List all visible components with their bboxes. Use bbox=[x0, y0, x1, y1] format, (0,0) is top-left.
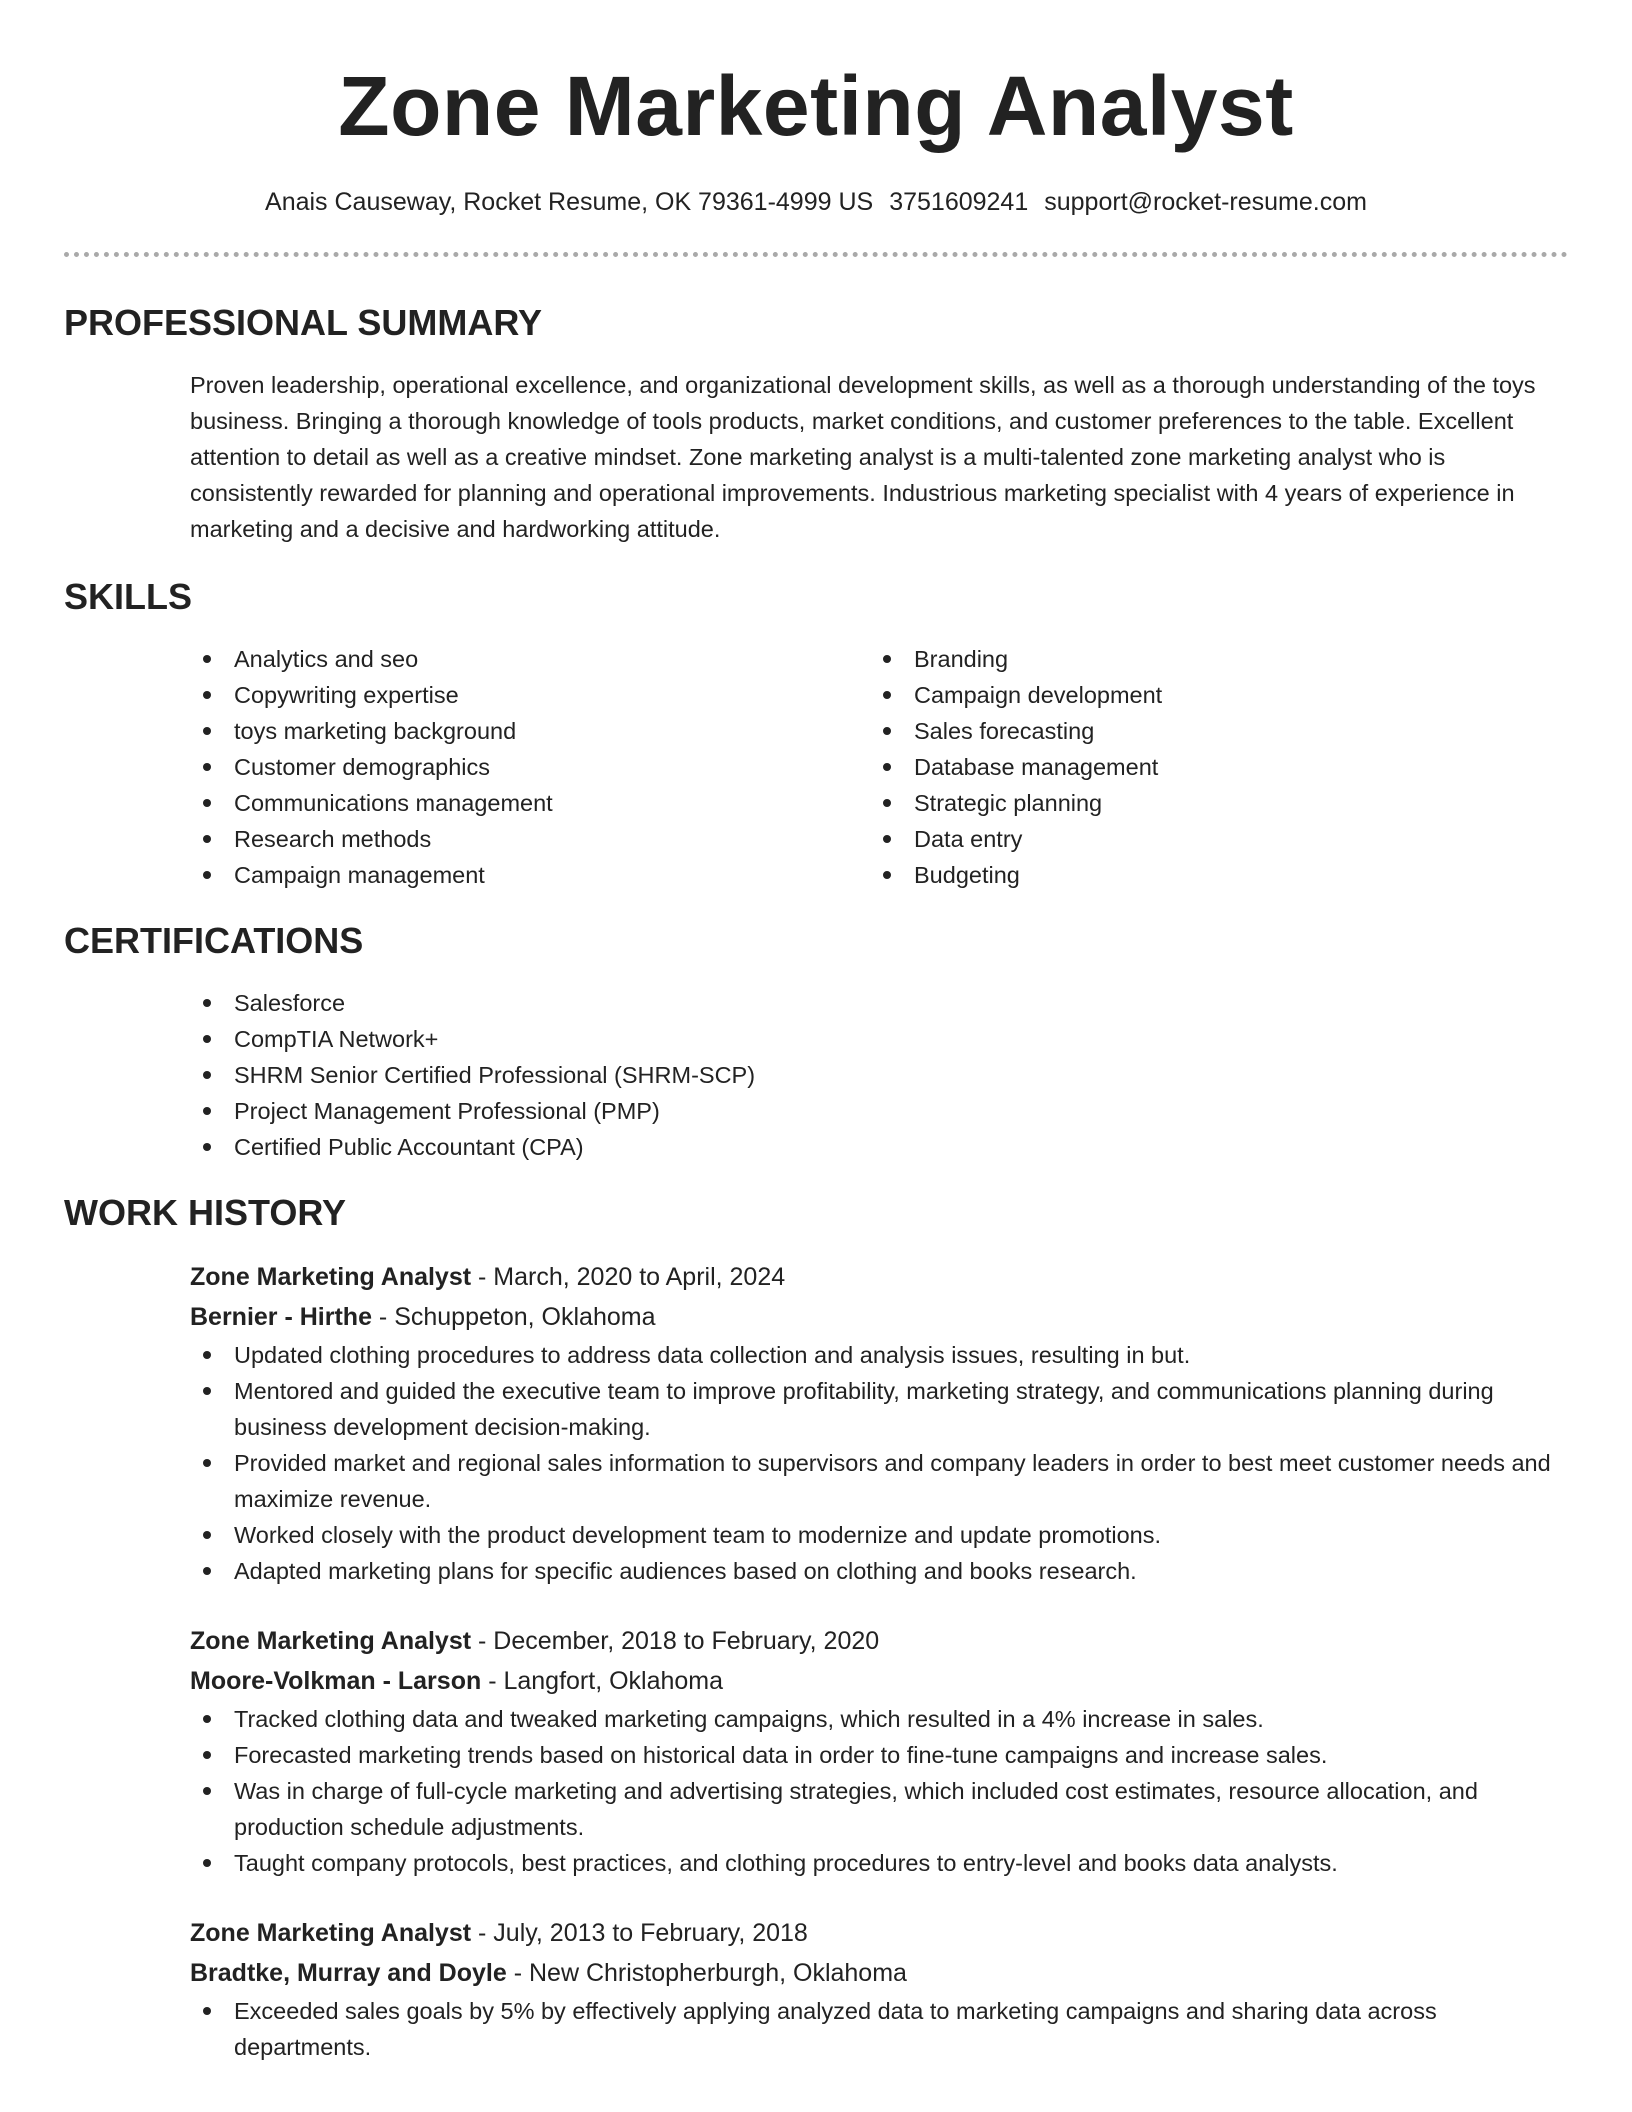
resume-page bbox=[64, 0, 1568, 2065]
job-bullets bbox=[190, 1993, 1568, 2065]
section-heading-skills: SKILLS bbox=[64, 576, 193, 617]
job-location: - Langfort, Oklahoma bbox=[481, 1667, 724, 1695]
job-bullets bbox=[190, 1337, 1568, 1589]
skill-item: Communications management bbox=[190, 785, 870, 821]
job-bullet: Was in charge of full-cycle marketing and advertising strategies, which included cost estimates, resource allocation, and production schedule adjustments. bbox=[190, 1773, 1568, 1845]
section-heading-summary: PROFESSIONAL SUMMARY bbox=[64, 302, 543, 343]
job-company: Moore-Volkman - Larson bbox=[190, 1667, 482, 1695]
job-bullet: Provided market and regional sales information to supervisors and company leaders in order to best meet customer needs and maximize revenue. bbox=[190, 1445, 1568, 1517]
job-location: - New Christopherburgh, Oklahoma bbox=[506, 1959, 907, 1987]
certification-item: SHRM Senior Certified Professional (SHRM-SCP) bbox=[190, 1057, 1568, 1093]
contact-email: support@rocket-resume.com bbox=[1044, 188, 1367, 216]
job-bullet: Mentored and guided the executive team to improve profitability, marketing strategy, and communications planning during business development decision-making. bbox=[190, 1373, 1568, 1445]
skills-section bbox=[64, 575, 1568, 893]
job-bullet: Worked closely with the product development team to modernize and update promotions. bbox=[190, 1517, 1568, 1553]
job-entry bbox=[190, 1621, 1568, 1881]
job-title-line bbox=[190, 1621, 1568, 1661]
skill-item: Branding bbox=[870, 641, 1550, 677]
job-title: Zone Marketing Analyst bbox=[190, 1263, 472, 1291]
job-dates: - July, 2013 to February, 2018 bbox=[471, 1919, 808, 1947]
work-history-section bbox=[64, 1191, 1568, 2065]
job-bullet: Tracked clothing data and tweaked marketing campaigns, which resulted in a 4% increase in sales. bbox=[190, 1701, 1568, 1737]
summary-text: Proven leadership, operational excellence, and organizational development skills, as well as a thorough understanding of the toys business. Bringing a thorough knowledge of tools products, market conditions, and customer preferences to the table. Excellent attention to detail as well as a creative mindset. Zone marketing analyst is a multi-talented zone marketing analyst who is consistently rewarded for planning and operational improvements. Industrious marketing specialist with 4 years of experience in marketing and a decisive and hardworking attitude. bbox=[190, 372, 1536, 542]
skill-item: Research methods bbox=[190, 821, 870, 857]
job-bullet: Forecasted marketing trends based on historical data in order to fine-tune campaigns and increase sales. bbox=[190, 1737, 1568, 1773]
job-bullets bbox=[190, 1701, 1568, 1881]
skill-item: Sales forecasting bbox=[870, 713, 1550, 749]
certification-item: Salesforce bbox=[190, 985, 1568, 1021]
skill-item: Customer demographics bbox=[190, 749, 870, 785]
skills-list-right bbox=[870, 641, 1550, 893]
skill-item: Database management bbox=[870, 749, 1550, 785]
skill-item: Copywriting expertise bbox=[190, 677, 870, 713]
contact-line bbox=[64, 186, 1568, 218]
skill-item: Budgeting bbox=[870, 857, 1550, 893]
skill-item: Strategic planning bbox=[870, 785, 1550, 821]
job-company: Bernier - Hirthe bbox=[190, 1303, 372, 1331]
certifications-list-wrapper bbox=[190, 985, 1568, 1165]
job-entry bbox=[190, 1913, 1568, 2065]
skill-item: toys marketing background bbox=[190, 713, 870, 749]
job-bullet: Adapted marketing plans for specific audiences based on clothing and books research. bbox=[190, 1553, 1568, 1589]
certification-item: Certified Public Accountant (CPA) bbox=[190, 1129, 1568, 1165]
certification-item: Project Management Professional (PMP) bbox=[190, 1093, 1568, 1129]
job-company-line bbox=[190, 1661, 1568, 1701]
job-title: Zone Marketing Analyst bbox=[190, 1919, 472, 1947]
job-company-line bbox=[190, 1297, 1568, 1337]
job-dates: - December, 2018 to February, 2020 bbox=[471, 1627, 880, 1655]
contact-address: Anais Causeway, Rocket Resume, OK 79361-4999 US bbox=[265, 188, 874, 216]
certifications-section bbox=[64, 919, 1568, 1165]
certification-item: CompTIA Network+ bbox=[190, 1021, 1568, 1057]
skill-item: Campaign management bbox=[190, 857, 870, 893]
section-heading-certifications: CERTIFICATIONS bbox=[64, 920, 364, 961]
skill-item: Analytics and seo bbox=[190, 641, 870, 677]
skill-item: Campaign development bbox=[870, 677, 1550, 713]
job-title: Zone Marketing Analyst bbox=[190, 1627, 472, 1655]
skills-column-right bbox=[870, 641, 1550, 893]
job-entry bbox=[190, 1257, 1568, 1589]
resume-title: Zone Marketing Analyst bbox=[338, 59, 1294, 153]
section-heading-work-history: WORK HISTORY bbox=[64, 1192, 347, 1233]
job-location: - Schuppeton, Oklahoma bbox=[371, 1303, 656, 1331]
header-divider bbox=[64, 252, 1568, 257]
job-title-line bbox=[190, 1257, 1568, 1297]
job-bullet: Taught company protocols, best practices, and clothing procedures to entry-level and books data analysts. bbox=[190, 1845, 1568, 1881]
contact-phone: 3751609241 bbox=[889, 188, 1029, 216]
job-bullet: Updated clothing procedures to address data collection and analysis issues, resulting in but. bbox=[190, 1337, 1568, 1373]
job-title-line bbox=[190, 1913, 1568, 1953]
skills-column-left bbox=[190, 641, 870, 893]
certifications-list bbox=[190, 985, 1568, 1165]
skills-grid bbox=[190, 641, 1568, 893]
job-company: Bradtke, Murray and Doyle bbox=[190, 1959, 507, 1987]
job-dates: - March, 2020 to April, 2024 bbox=[471, 1263, 786, 1291]
job-bullet: Exceeded sales goals by 5% by effectively applying analyzed data to marketing campaigns and sharing data across departments. bbox=[190, 1993, 1568, 2065]
job-company-line bbox=[190, 1953, 1568, 1993]
skill-item: Data entry bbox=[870, 821, 1550, 857]
skills-list-left bbox=[190, 641, 870, 893]
professional-summary-section bbox=[64, 301, 1568, 547]
